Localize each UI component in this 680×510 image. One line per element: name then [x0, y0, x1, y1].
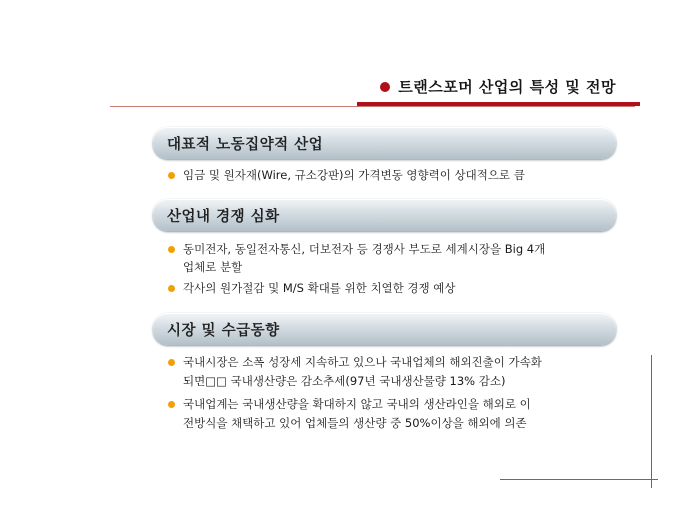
section-heading-label: 시장 및 수급동향	[167, 322, 280, 339]
bullet-continuation: 업체로 분할	[183, 260, 243, 274]
bullet-item	[168, 240, 545, 259]
decorative-horizontal-line	[500, 479, 658, 480]
title-underline	[110, 106, 635, 107]
bullet-text: 각사의 원가절감 및 M/S 확대를 위한 치열한 경쟁 예상	[183, 281, 456, 295]
title-accent-bar	[357, 102, 640, 106]
bullet-text: 임금 및 원자재(Wire, 규소강판)의 가격변동 영향력이 상대적으로 큼	[183, 168, 525, 182]
bullet-continuation: 되면□□ 국내생산량은 감소추세(97년 국내생산물량 13% 감소)	[183, 374, 506, 388]
section-heading-3	[153, 313, 616, 345]
bullet-item	[168, 166, 525, 185]
section-heading-label: 대표적 노동집약적 산업	[167, 136, 324, 153]
slide-title: 트랜스포머 산업의 특성 및 전망	[398, 78, 616, 96]
bullet-dot-icon	[168, 246, 175, 253]
bullet-dot-icon	[168, 285, 175, 292]
slide-title-row	[380, 76, 616, 97]
bullet-item	[168, 395, 531, 414]
section-heading-label: 산업내 경쟁 심화	[167, 208, 280, 225]
bullet-dot-icon	[168, 359, 175, 366]
section-heading-2	[153, 199, 616, 231]
bullet-text: 국내시장은 소폭 성장세 지속하고 있으나 국내업체의 해외진출이 가속화	[183, 355, 542, 369]
bullet-dot-icon	[168, 172, 175, 179]
bullet-text: 국내업계는 국내생산량을 확대하지 않고 국내의 생산라인을 해외로 이	[183, 397, 531, 411]
bullet-text: 동미전자, 동일전자통신, 더보전자 등 경쟁사 부도로 세계시장을 Big 4개	[183, 242, 546, 256]
section-heading-1	[153, 127, 616, 159]
bullet-item	[168, 279, 456, 298]
title-bullet-icon	[380, 82, 390, 92]
bullet-item	[168, 353, 542, 372]
bullet-continuation: 전방식을 채택하고 있어 업체들의 생산량 중 50%이상을 해외에 의존	[183, 416, 527, 430]
decorative-vertical-line	[651, 355, 652, 488]
bullet-dot-icon	[168, 401, 175, 408]
